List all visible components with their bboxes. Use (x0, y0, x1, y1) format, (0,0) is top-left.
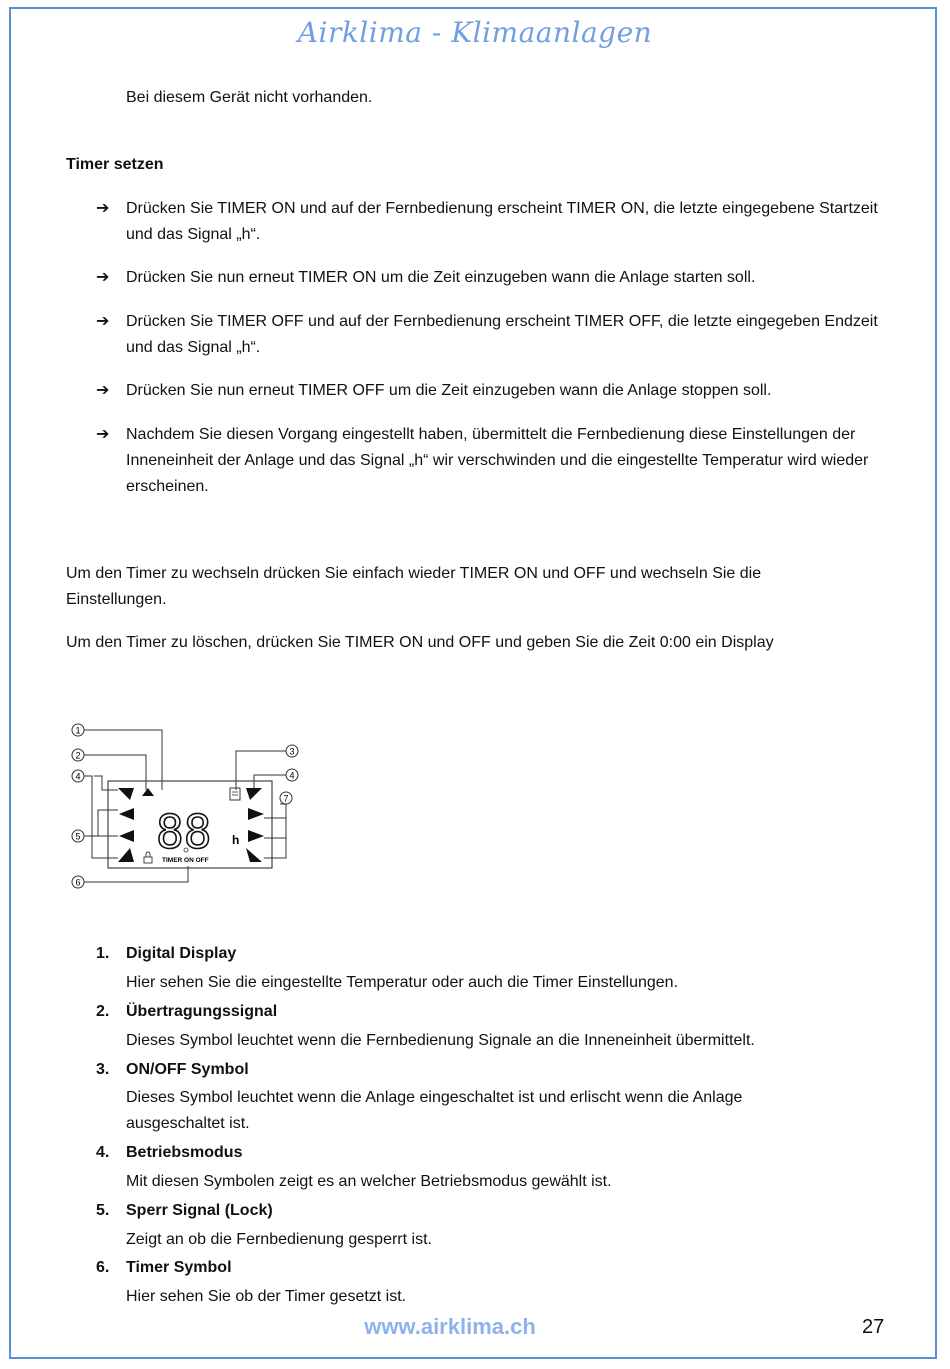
mode-triangle-icon (248, 808, 264, 820)
item-title: Digital Display (126, 945, 237, 962)
svg-text:4: 4 (75, 771, 81, 782)
on-off-symbol-icon (230, 788, 240, 800)
callout-3 (286, 745, 298, 757)
item-number: 6. (96, 1259, 110, 1276)
item-title: Timer Symbol (126, 1259, 232, 1276)
paragraph-change-timer: Um den Timer zu wechseln drücken Sie einfach wieder TIMER ON und OFF und wechseln Sie die Einstellungen. (66, 565, 762, 608)
item-title: Betriebsmodus (126, 1144, 243, 1161)
mode-triangle-icon (246, 848, 262, 862)
callout-5 (72, 830, 84, 842)
item-desc: Mit diesen Symbolen zeigt es an welcher Betriebsmodus gewählt ist. (126, 1173, 612, 1190)
mode-triangle-icon (118, 788, 134, 800)
page-number: 27 (862, 1316, 885, 1338)
item-number: 2. (96, 1003, 110, 1020)
bullet-item: Drücken Sie nun erneut TIMER ON um die Zeit einzugeben wann die Anlage starten soll. (126, 269, 756, 286)
bullet-item: Drücken Sie TIMER OFF und auf der Fernbedienung erscheint TIMER OFF, die letzte eingegeben Endzeit und das Signal „h“. (126, 313, 878, 356)
svg-text:5: 5 (75, 831, 81, 842)
arrow-right-icon: ➔ (96, 269, 110, 286)
bullet-item: Nachdem Sie diesen Vorgang eingestellt haben, übermittelt die Fernbedienung diese Einstellungen der Inneneinheit der Anlage und das Signal „h“ wir verschwinden und die eingestellte Temperatur wird wieder erscheinen. (126, 426, 869, 495)
intro-line: Bei diesem Gerät nicht vorhanden. (126, 89, 373, 106)
arrow-right-icon: ➔ (96, 382, 110, 399)
mode-triangle-icon (119, 808, 134, 820)
callout-4-left (72, 770, 84, 782)
remote-display-diagram (64, 718, 324, 898)
item-title: Sperr Signal (Lock) (126, 1202, 273, 1219)
arrow-right-icon: ➔ (96, 313, 110, 330)
callout-2 (72, 749, 84, 761)
item-number: 1. (96, 945, 110, 962)
paragraph-delete-timer: Um den Timer zu löschen, drücken Sie TIMER ON und OFF und geben Sie die Zeit 0:00 ein Display (66, 634, 774, 651)
timer-symbol: TIMER ON OFF (162, 857, 209, 864)
item-desc: Hier sehen Sie die eingestellte Temperatur oder auch die Timer Einstellungen. (126, 974, 679, 991)
bullet-item: Drücken Sie nun erneut TIMER OFF um die Zeit einzugeben wann die Anlage stoppen soll. (126, 382, 772, 399)
svg-text:2: 2 (75, 750, 81, 761)
unit-h: h (232, 833, 240, 847)
svg-text:3: 3 (289, 746, 295, 757)
bullet-item: Drücken Sie TIMER ON und auf der Fernbedienung erscheint TIMER ON, die letzte eingegebene Startzeit und das Signal „h“. (126, 200, 878, 243)
section-title: Timer setzen (66, 156, 164, 173)
item-desc: Dieses Symbol leuchtet wenn die Fernbedienung Signale an die Inneneinheit übermittelt. (126, 1032, 755, 1049)
digital-display: 88 (156, 805, 212, 859)
svg-text:4: 4 (289, 770, 295, 781)
svg-text:6: 6 (75, 877, 81, 888)
item-desc: Zeigt an ob die Fernbedienung gesperrt ist. (126, 1231, 432, 1248)
arrow-right-icon: ➔ (96, 426, 110, 443)
mode-triangle-icon (246, 788, 262, 800)
svg-text:1: 1 (75, 725, 81, 736)
item-number: 4. (96, 1144, 110, 1161)
item-number: 3. (96, 1061, 110, 1078)
mode-triangle-icon (118, 848, 134, 862)
callout-1 (72, 724, 84, 736)
header-title: Airklima - Klimaanlagen (297, 16, 653, 49)
item-number: 5. (96, 1202, 110, 1219)
mode-triangle-icon (248, 830, 264, 842)
callout-7 (280, 792, 292, 804)
svg-text:7: 7 (283, 793, 289, 804)
footer-url: www.airklima.ch (364, 1314, 536, 1339)
lock-icon (144, 852, 152, 863)
item-title: Übertragungssignal (126, 1003, 278, 1020)
item-desc: Dieses Symbol leuchtet wenn die Anlage eingeschaltet ist und erlischt wenn die Anlage ausgeschaltet ist. (126, 1089, 743, 1132)
arrow-right-icon: ➔ (96, 200, 110, 217)
item-desc: Hier sehen Sie ob der Timer gesetzt ist. (126, 1288, 407, 1305)
signal-triangle-icon (142, 788, 154, 796)
callout-6 (72, 876, 84, 888)
item-title: ON/OFF Symbol (126, 1061, 249, 1078)
mode-triangle-icon (119, 830, 134, 842)
callout-4-right (286, 769, 298, 781)
